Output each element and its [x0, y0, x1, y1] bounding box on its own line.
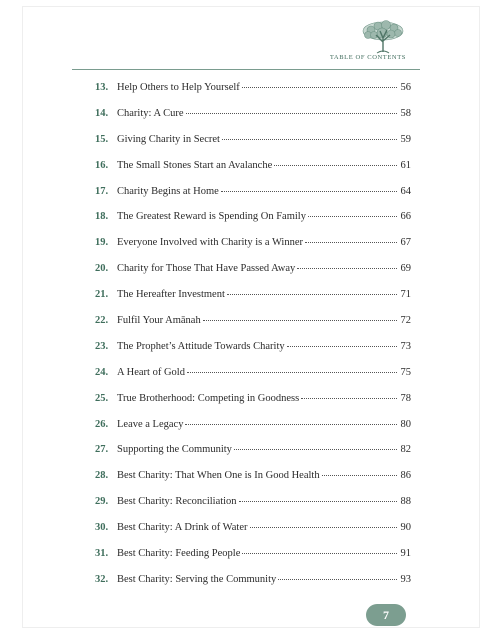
toc-entry-number: 14. [95, 107, 109, 119]
page-header [246, 20, 406, 70]
toc-entry-page: 82 [400, 444, 411, 456]
toc-entry[interactable] [95, 211, 411, 237]
toc-entry-number: 19. [95, 237, 109, 249]
toc-dot-leader [227, 294, 397, 295]
toc-dot-leader [187, 372, 397, 373]
toc-entry-page: 88 [400, 496, 411, 508]
toc-entry-number: 22. [95, 315, 109, 327]
toc-dot-leader [221, 191, 397, 192]
toc-entry[interactable] [95, 393, 411, 419]
toc-entry-page: 64 [400, 185, 411, 197]
section-title: TABLE OF CONTENTS [329, 54, 406, 61]
toc-entry-page: 67 [400, 237, 411, 249]
toc-entry-number: 26. [95, 418, 109, 430]
toc-entry-number: 17. [95, 185, 109, 197]
toc-entry-title: A Heart of Gold [117, 366, 185, 378]
toc-entry-title: Giving Charity in Secret [117, 133, 220, 145]
toc-entry[interactable] [95, 108, 411, 134]
toc-entry-title: Best Charity: A Drink of Water [117, 522, 248, 534]
toc-entry-number: 25. [95, 392, 109, 404]
toc-entry-number: 13. [95, 82, 109, 93]
toc-entry[interactable] [95, 289, 411, 315]
toc-dot-leader [239, 501, 397, 502]
toc-entry-page: 61 [400, 159, 411, 171]
toc-dot-leader [297, 268, 397, 269]
toc-entry[interactable] [95, 522, 411, 548]
page-number-badge [366, 604, 406, 626]
toc-entry[interactable] [95, 470, 411, 496]
toc-entry-page: 72 [400, 315, 411, 327]
toc-entry-number: 21. [95, 289, 109, 301]
toc-entry-number: 32. [95, 573, 109, 585]
toc-dot-leader [308, 216, 397, 217]
toc-entry-page: 69 [400, 263, 411, 275]
toc-entry-number: 29. [95, 496, 109, 508]
toc-entry[interactable] [95, 237, 411, 263]
toc-entry[interactable] [95, 160, 411, 186]
toc-entry[interactable] [95, 444, 411, 470]
toc-entry-number: 27. [95, 444, 109, 456]
toc-entry-title: Best Charity: That When One is In Good Health [117, 470, 320, 482]
toc-entry-page: 90 [400, 522, 411, 534]
toc-entry-page: 75 [400, 366, 411, 378]
toc-entry-title: Charity for Those That Have Passed Away [117, 263, 296, 275]
toc-entry-number: 15. [95, 133, 109, 145]
toc-entry-number: 23. [95, 340, 109, 352]
toc-entry-page: 66 [400, 211, 411, 223]
toc-entry[interactable] [95, 367, 411, 393]
toc-dot-leader [186, 113, 398, 114]
toc-entry[interactable] [95, 82, 411, 108]
toc-entry-page: 91 [400, 548, 411, 560]
toc-entry-title: The Greatest Reward is Spending On Family [117, 211, 306, 223]
toc-entry-page: 71 [400, 289, 411, 301]
toc-entry-page: 73 [400, 340, 411, 352]
toc-entry-title: Charity: A Cure [117, 107, 184, 119]
toc-entry[interactable] [95, 419, 411, 445]
toc-dot-leader [203, 320, 397, 321]
toc-dot-leader [185, 424, 397, 425]
toc-entry[interactable] [95, 315, 411, 341]
toc-entry-title: Everyone Involved with Charity is a Winner [117, 237, 304, 249]
toc-entry-page: 80 [400, 418, 411, 430]
toc-dot-leader [301, 398, 397, 399]
page-number: 7 [383, 607, 389, 622]
toc-dot-leader [242, 87, 397, 88]
tree-icon [360, 20, 406, 54]
toc-entry[interactable] [95, 134, 411, 160]
toc-dot-leader [287, 346, 397, 347]
header-divider [72, 69, 420, 70]
toc-entry-title: The Prophet’s Attitude Towards Charity [117, 340, 285, 352]
table-of-contents [95, 82, 411, 600]
toc-dot-leader [250, 527, 398, 528]
toc-entry-title: Help Others to Help Yourself [117, 82, 240, 93]
toc-entry-page: 86 [400, 470, 411, 482]
toc-entry-number: 24. [95, 366, 109, 378]
toc-entry[interactable] [95, 263, 411, 289]
toc-entry-title: Charity Begins at Home [117, 185, 219, 197]
toc-dot-leader [322, 475, 397, 476]
toc-entry-number: 31. [95, 548, 109, 560]
toc-entry-title: Supporting the Community [117, 444, 232, 456]
toc-entry-number: 16. [95, 159, 109, 171]
toc-entry-title: Leave a Legacy [117, 418, 184, 430]
toc-entry-number: 28. [95, 470, 109, 482]
toc-dot-leader [278, 579, 397, 580]
toc-entry[interactable] [95, 574, 411, 600]
toc-entry-title: Best Charity: Feeding People [117, 548, 241, 560]
toc-dot-leader [242, 553, 397, 554]
toc-entry-title: The Hereafter Investment [117, 289, 225, 301]
toc-entry-number: 20. [95, 263, 109, 275]
toc-entry[interactable] [95, 341, 411, 367]
toc-entry-title: Best Charity: Serving the Community [117, 573, 277, 585]
toc-entry-page: 78 [400, 392, 411, 404]
toc-entry-number: 30. [95, 522, 109, 534]
toc-entry-title: True Brotherhood: Competing in Goodness [117, 392, 300, 404]
toc-entry[interactable] [95, 186, 411, 212]
toc-dot-leader [274, 165, 397, 166]
toc-entry-page: 58 [400, 107, 411, 119]
toc-entry[interactable] [95, 548, 411, 574]
toc-dot-leader [305, 242, 397, 243]
toc-entry[interactable] [95, 496, 411, 522]
toc-entry-page: 56 [400, 82, 411, 93]
toc-entry-page: 93 [400, 573, 411, 585]
toc-entry-number: 18. [95, 211, 109, 223]
toc-entry-page: 59 [400, 133, 411, 145]
toc-dot-leader [222, 139, 397, 140]
toc-entry-title: Best Charity: Reconciliation [117, 496, 237, 508]
toc-dot-leader [234, 449, 397, 450]
toc-entry-title: The Small Stones Start an Avalanche [117, 159, 273, 171]
toc-entry-title: Fulfil Your Amānah [117, 315, 201, 327]
